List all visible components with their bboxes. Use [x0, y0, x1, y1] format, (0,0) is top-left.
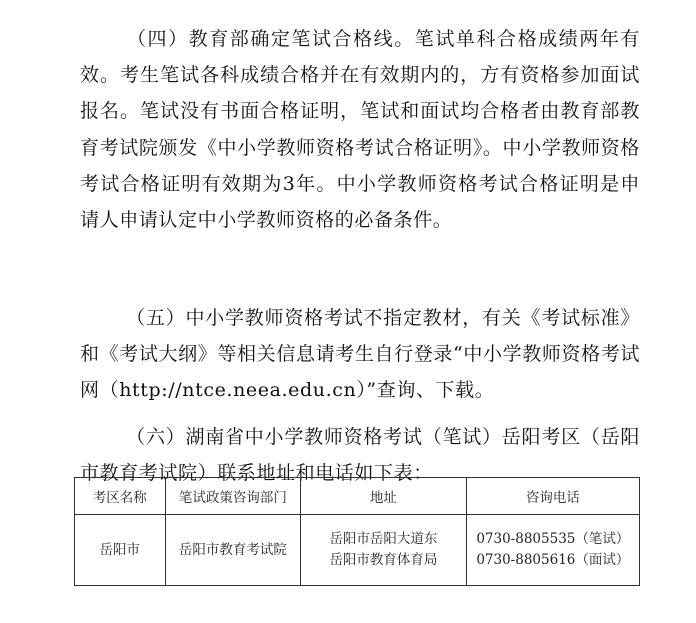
- table-header-row: [75, 478, 640, 515]
- cell-department: 岳阳市教育考试院: [165, 515, 301, 586]
- cell-phone: [466, 515, 639, 586]
- paragraph-section-6-text: （六）湖南省中小学教师资格考试（笔试）岳阳考区（岳阳市教育考试院）联系地址和电话如下表：: [80, 426, 640, 485]
- paragraph-section-4: [80, 21, 640, 238]
- header-district: 考区名称: [75, 478, 166, 515]
- paragraph-section-5: [80, 300, 640, 409]
- header-address: 地址: [301, 478, 467, 515]
- cell-district: 岳阳市: [75, 515, 166, 586]
- table-row: [75, 515, 640, 586]
- contact-table: [74, 477, 640, 586]
- address-line: 岳阳市岳阳大道东: [329, 531, 438, 547]
- phone-line: 0730-8805616（面试）: [476, 552, 630, 568]
- paragraph-section-4-text: （四）教育部确定笔试合格线。笔试单科合格成绩两年有效。考生笔试各科成绩合格并在有效期内的，方有资格参加面试报名。笔试没有书面合格证明，笔试和面试均合格者由教育部教育考试院颁发《中小学教师资格考试合格证明》。中小学教师资格考试合格证明有效期为3年。中小学教师资格考试合格证明是申请人申请认定中小学教师资格的必备条件。: [80, 28, 640, 232]
- address-line: 岳阳市教育体育局: [329, 552, 438, 568]
- cell-address: [301, 515, 467, 586]
- header-department: 笔试政策咨询部门: [165, 478, 301, 515]
- header-phone: 咨询电话: [466, 478, 639, 515]
- paragraph-section-5-text: （五）中小学教师资格考试不指定教材，有关《考试标准》和《考试大纲》等相关信息请考生自行登录“中小学教师资格考试网（http://ntce.neea.edu.cn）”查询、下载。: [80, 307, 640, 402]
- phone-line: 0730-8805535（笔试）: [476, 531, 630, 547]
